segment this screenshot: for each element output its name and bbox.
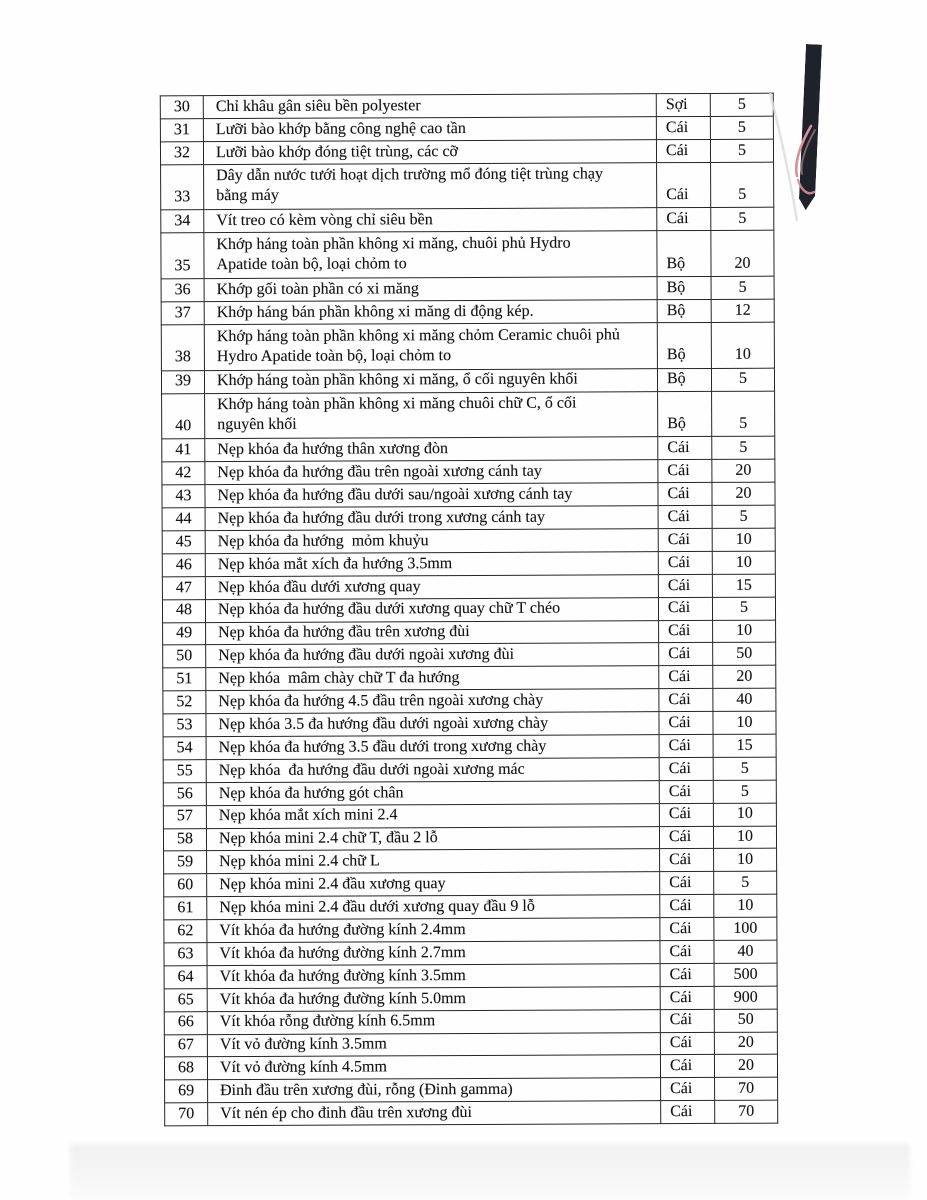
item-description-cell: Nẹp khóa đa hướng gót chân [206,780,659,805]
unit-cell: Cái [659,666,713,689]
quantity-cell: 500 [714,963,777,986]
row-number-cell: 53 [163,714,206,737]
table-row [162,574,775,600]
unit-cell: Cái [659,643,713,666]
unit-cell: Cái [658,597,712,620]
row-number-cell: 64 [164,966,207,989]
item-description-cell: Lưỡi bào khớp đóng tiệt trùng, các cỡ [203,139,656,164]
table-row [162,528,775,554]
item-description-cell: Vít treo có kèm vòng chỉ siêu bền [204,208,657,233]
row-number-cell: 32 [160,141,203,164]
row-number-cell: 43 [162,485,205,508]
table-row [163,620,776,646]
row-number-cell: 55 [163,760,206,783]
item-description-cell: Nẹp khóa đa hướng đầu dưới trong xương cánh tay [205,506,658,531]
item-description-cell: Nẹp khóa 3.5 đa hướng đầu dưới ngoài xương chày [206,712,659,737]
row-number-cell: 30 [160,96,203,119]
row-number-cell: 57 [163,805,206,828]
table-row [161,208,774,234]
unit-cell: Cái [660,849,714,872]
row-number-cell: 50 [163,645,206,668]
row-number-cell: 62 [164,920,207,943]
quantity-cell: 10 [713,711,776,734]
item-description-cell: Vít vỏ đường kính 3.5mm [207,1032,660,1057]
quantity-cell: 20 [712,482,775,505]
unit-cell: Cái [657,162,711,208]
unit-cell: Cái [660,963,714,986]
unit-cell: Cái [660,872,714,895]
row-number-cell: 38 [161,325,204,371]
row-number-cell: 46 [162,554,205,577]
item-description-cell: Nẹp khóa đa hướng mỏm khuỷu [205,529,658,554]
quantity-cell: 10 [714,894,777,917]
item-description-cell: Vít khóa đa hướng đường kính 2.4mm [207,918,660,943]
quantity-cell: 5 [712,597,775,620]
unit-cell: Cái [659,826,713,849]
unit-cell: Cái [660,940,714,963]
table-row [160,116,773,142]
item-description-cell: Đinh đầu trên xương đùi, rỗng (Đinh gamma) [208,1078,661,1103]
quantity-cell: 10 [712,528,775,551]
unit-cell: Bộ [657,368,711,391]
quantity-cell: 20 [714,1032,777,1055]
quantity-cell: 900 [714,986,777,1009]
unit-cell: Bộ [657,322,711,368]
unit-cell: Cái [658,437,712,460]
row-number-cell: 41 [162,439,205,462]
quantity-cell: 5 [711,208,774,231]
item-description-cell: Nẹp khóa mắt xích đa hướng 3.5mm [205,552,658,577]
quantity-cell: 5 [710,116,773,139]
quantity-cell: 10 [713,803,776,826]
unit-cell: Cái [659,712,713,735]
unit-cell: Bộ [658,391,712,437]
table-row [163,665,776,691]
table-row [164,986,777,1012]
quantity-cell: 5 [712,437,775,460]
item-description-cell: Nẹp khóa đa hướng thân xương đòn [205,437,658,462]
unit-cell: Cái [656,139,710,162]
row-number-cell: 58 [163,828,206,851]
item-description-cell: Vít khóa rỗng đường kính 6.5mm [207,1009,660,1034]
quantity-cell: 15 [713,734,776,757]
item-description-cell: Nẹp khóa mini 2.4 chữ L [207,849,660,874]
unit-cell: Cái [661,1078,715,1101]
row-number-cell: 39 [161,370,204,393]
table-row [163,688,776,714]
table-row [162,459,775,485]
quantity-cell: 20 [713,665,776,688]
unit-cell: Cái [659,689,713,712]
quantity-cell: 50 [714,1009,777,1032]
item-description-cell: Nẹp khóa mâm chày chữ T đa hướng [206,666,659,691]
table-row [161,231,774,279]
row-number-cell: 37 [161,302,204,325]
unit-cell: Cái [661,1101,715,1124]
table-row [164,1032,777,1058]
row-number-cell: 31 [160,119,203,142]
row-number-cell: 48 [162,599,205,622]
table-row [164,917,777,943]
row-number-cell: 45 [162,531,205,554]
item-description-cell: Nẹp khóa đầu dưới xương quay [205,574,658,599]
item-description-cell: Khớp háng bán phần không xi măng di động kép. [204,300,657,325]
table-row [164,1055,777,1081]
item-description-cell: Nẹp khóa mini 2.4 đầu dưới xương quay đầu 9 lỗ [207,895,660,920]
unit-cell: Cái [658,551,712,574]
supplies-table [160,93,778,1127]
row-number-cell: 51 [163,668,206,691]
row-number-cell: 44 [162,508,205,531]
table-row [164,894,777,920]
table-row [162,391,775,439]
row-number-cell: 47 [162,576,205,599]
table-row [164,1009,777,1035]
unit-cell: Cái [659,620,713,643]
quantity-cell: 5 [713,757,776,780]
table-row [163,734,776,760]
item-description-cell: Vít vỏ đường kính 4.5mm [207,1055,660,1080]
row-number-cell: 59 [164,851,207,874]
quantity-cell: 50 [713,643,776,666]
table-row [163,826,776,852]
table-row [161,299,774,325]
unit-cell: Cái [660,895,714,918]
table-row [163,803,776,829]
unit-cell: Cái [658,574,712,597]
row-number-cell: 34 [161,210,204,233]
item-description-cell: Lưỡi bào khớp bằng công nghệ cao tần [203,117,656,142]
unit-cell: Bộ [657,277,711,300]
item-description-cell: Vít nén ép cho đinh đầu trên xương đùi [208,1101,661,1126]
row-number-cell: 69 [165,1080,208,1103]
table-row [163,757,776,783]
item-description-cell: Vít khóa đa hướng đường kính 2.7mm [207,941,660,966]
table-row [161,276,774,302]
table-row [165,1100,778,1126]
item-description-cell: Khớp háng toàn phần không xi măng, chuôi phủ Hydro Apatide toàn bộ, loại chỏm to [204,231,657,279]
item-description-cell: Vít khóa đa hướng đường kính 3.5mm [207,964,660,989]
unit-cell: Cái [659,734,713,757]
table-row [163,711,776,737]
item-description-cell: Vít khóa đa hướng đường kính 5.0mm [207,986,660,1011]
row-number-cell: 66 [164,1011,207,1034]
table-row [161,368,774,394]
unit-cell: Cái [658,506,712,529]
item-description-cell: Nẹp khóa mini 2.4 chữ T, đầu 2 lỗ [206,826,659,851]
unit-cell: Bộ [657,299,711,322]
row-number-cell: 35 [161,233,204,279]
unit-cell: Cái [660,1055,714,1078]
item-description-cell: Khớp gối toàn phần có xi măng [204,277,657,302]
quantity-cell: 5 [712,391,775,437]
quantity-cell: 70 [715,1078,778,1101]
quantity-cell: 5 [713,780,776,803]
unit-cell: Cái [660,918,714,941]
table-row [164,872,777,898]
table-row [160,93,773,119]
quantity-cell: 12 [711,299,774,322]
unit-cell: Cái [660,1032,714,1055]
quantity-cell: 5 [711,368,774,391]
scanner-edge-artifact [798,44,822,211]
quantity-cell: 20 [711,231,774,277]
item-description-cell: Nẹp khóa đa hướng 3.5 đầu dưới trong xương chày [206,735,659,760]
table-row [160,139,773,165]
quantity-cell: 5 [711,276,774,299]
unit-cell: Bộ [657,231,711,277]
item-description-cell: Nẹp khóa đa hướng đầu dưới sau/ngoài xương cánh tay [205,483,658,508]
item-description-cell: Nẹp khóa mini 2.4 đầu xương quay [207,872,660,897]
quantity-cell: 70 [715,1100,778,1123]
table-row [163,780,776,806]
quantity-cell: 40 [714,940,777,963]
quantity-cell: 5 [714,872,777,895]
row-number-cell: 61 [164,897,207,920]
quantity-cell: 10 [712,551,775,574]
unit-cell: Cái [659,803,713,826]
unit-cell: Sợi [656,93,710,116]
row-number-cell: 42 [162,462,205,485]
quantity-cell: 20 [712,459,775,482]
row-number-cell: 63 [164,943,207,966]
item-description-cell: Khớp háng toàn phần không xi măng chỏm Ceramic chuôi phủ Hydro Apatide toàn bộ, loại chỏm to [204,323,657,371]
quantity-cell: 10 [713,620,776,643]
quantity-cell: 5 [710,139,773,162]
table-row [165,1078,778,1104]
row-number-cell: 60 [164,874,207,897]
table-row [164,849,777,875]
unit-cell: Cái [657,208,711,231]
item-description-cell: Nẹp khóa đa hướng đầu trên ngoài xương cánh tay [205,460,658,485]
item-description-cell: Nẹp khóa đa hướng đầu dưới ngoài xương đùi [206,643,659,668]
row-number-cell: 65 [164,988,207,1011]
table-row [162,551,775,577]
quantity-cell: 5 [710,93,773,116]
scan-shadow [70,1144,910,1198]
table-row [163,643,776,669]
row-number-cell: 67 [164,1034,207,1057]
item-description-cell: Khớp háng toàn phần không xi măng, ổ cối nguyên khối [204,368,657,393]
item-description-cell: Nẹp khóa đa hướng 4.5 đầu trên ngoài xương chày [206,689,659,714]
quantity-cell: 10 [711,322,774,368]
table-row [161,162,774,210]
table-body [160,93,777,1126]
table-row [164,940,777,966]
row-number-cell: 33 [161,164,204,210]
unit-cell: Cái [656,116,710,139]
quantity-cell: 15 [712,574,775,597]
table-row [164,963,777,989]
unit-cell: Cái [660,1009,714,1032]
item-description-cell: Chỉ khâu gân siêu bền polyester [203,94,656,119]
unit-cell: Cái [659,780,713,803]
row-number-cell: 49 [163,622,206,645]
quantity-cell: 10 [713,826,776,849]
unit-cell: Cái [660,986,714,1009]
table-row [162,482,775,508]
unit-cell: Cái [658,483,712,506]
quantity-cell: 5 [711,162,774,208]
item-description-cell: Nẹp khóa đa hướng đầu dưới ngoài xương mác [206,758,659,783]
row-number-cell: 70 [165,1103,208,1126]
table-row [162,505,775,531]
row-number-cell: 56 [163,782,206,805]
table-row [162,437,775,463]
row-number-cell: 54 [163,737,206,760]
item-description-cell: Khớp háng toàn phần không xi măng chuôi chữ C, ổ cối nguyên khối [205,391,658,439]
table-row [162,597,775,623]
row-number-cell: 40 [162,393,205,439]
quantity-cell: 100 [714,917,777,940]
unit-cell: Cái [658,460,712,483]
item-description-cell: Dây dẫn nước tưới hoạt dịch trường mổ đóng tiệt trùng chạy bằng máy [204,162,657,210]
item-description-cell: Nẹp khóa đa hướng đầu dưới xương quay chữ T chéo [205,597,658,622]
row-number-cell: 36 [161,279,204,302]
unit-cell: Cái [658,528,712,551]
quantity-cell: 5 [712,505,775,528]
quantity-cell: 40 [713,688,776,711]
row-number-cell: 52 [163,691,206,714]
unit-cell: Cái [659,757,713,780]
quantity-cell: 10 [714,849,777,872]
item-description-cell: Nẹp khóa mắt xích mini 2.4 [206,803,659,828]
table-row [161,322,774,370]
item-description-cell: Nẹp khóa đa hướng đầu trên xương đùi [206,620,659,645]
quantity-cell: 20 [714,1055,777,1078]
row-number-cell: 68 [164,1057,207,1080]
